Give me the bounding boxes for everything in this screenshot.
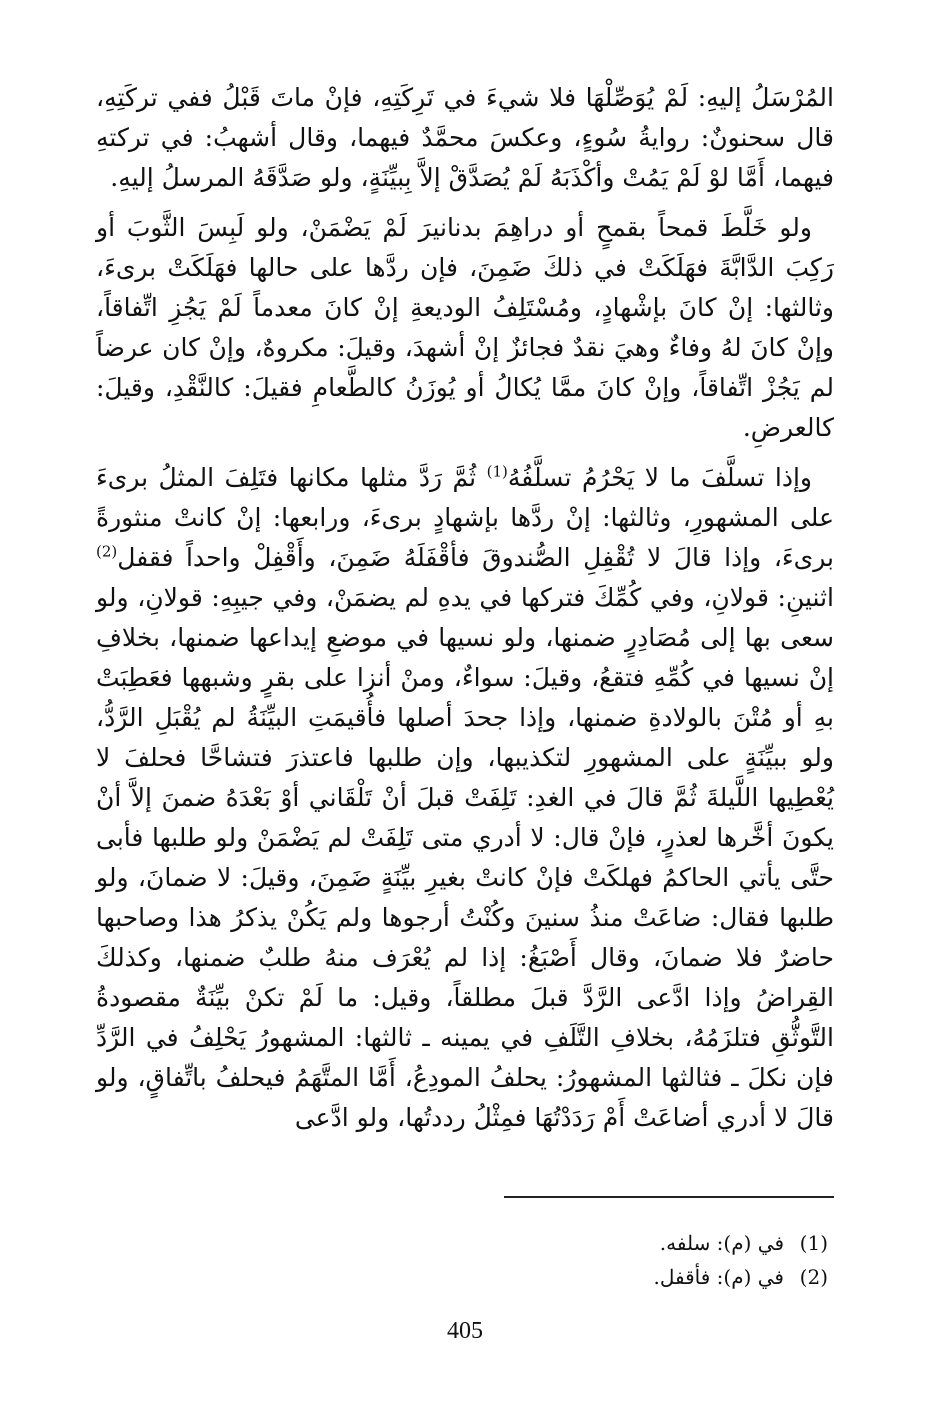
- paragraph: [96, 78, 834, 198]
- footnote-number: (2): [799, 1265, 828, 1289]
- footnote: [96, 1226, 834, 1260]
- paragraph-text: اثنينِ: قولانِ، وفي كُمِّكَ فتركها في يدهِ لم يضمَنْ، وفي جيبِهِ: قولانِ، ولو سعى بها إلى مُصَادِرٍ ضمنها، ولو نسيها في موضعِ إيداعها ضمنها، بخلافِ إنْ نسيها في كُمِّهِ فتقعُ، وقيلَ: سواءٌ، ومنْ أنزا على بقرٍ وشبهها فعَطِبَتْ بهِ أو مُتْنَ بالولادةِ ضمنها، وإذا جحدَ أصلها فأُقيمَتِ البيِّنَةُ لم يُقْبَلِ الرَّدُّ، ولو ببيِّنَةٍ على المشهورِ لتكذيبها، وإن طلبها فاعتذرَ فتشاحَّا فحلفَ لا يُعْطِيها اللَّيلةَ ثُمَّ قالَ في الغدِ: تَلِفَتْ قبلَ أنْ تَلْقَاني أوْ بَعْدَهُ ضمنَ إلاَّ أنْ يكونَ أخَّرها لعذرٍ، فإنْ قال: لا أدري متى تَلِفَتْ لم يَضْمَنْ ولو طلبها فأبى حتَّى يأتي الحاكمُ فهلكَتْ فإنْ كانتْ بغيرِ بيِّنَةٍ ضَمِنَ، وقيلَ: لا ضمانَ، ولو طلبها فقال: ضاعَتْ منذُ سنينَ وكُنْتُ أرجوها ولم يَكُنْ يذكرُ هذا وصاحبها حاضرٌ فلا ضمانَ، وقال أَصْبَغُ: إذا لم يُعْرَف منهُ طلبٌ ضمنها، وكذلكَ القِراضُ وإذا ادَّعى الرَّدَّ قبلَ مطلقاً، وقيل: ما لَمْ تكنْ بيِّنَةٌ مقصودةُ التَّوثُّقِ فتلزَمُهُ، بخلافِ التَّلَفِ في يمينه ـ ثالثها: المشهورُ يَحْلِفُ في الرَّدِّ فإن نكلَ ـ فثالثها المشهورُ: يحلفُ المودِعُ، أَمَّا المتَّهَمُ فيحلفُ باتِّفاقٍ، ولو قالَ لا أدري أضاعَتْ أَمْ رَدَدْتُهَا فمِثْلُ رددتُها، ولو ادَّعى: [96, 583, 834, 1132]
- paragraph-text: المُرْسَلُ إليهِ: لَمْ يُوَصِّلْهَا فلا شيءَ في تَرِكَتِهِ، فإنْ ماتَ قَبْلُ ففي تركَتِهِ، قال سحنونٌ: روايةُ سُوءٍ، وعكسَ محمَّدٌ فيهما، وقال أشهبُ: في تركتهِ فيهما، أَمَّا لوْ لَمْ يَمُتْ وأكْذَبَهُ لَمْ يُصَدَّقْ إلاَّ بِبيِّنَةٍ، ولو صَدَّقَهُ المرسلُ إليهِ.: [96, 83, 834, 192]
- footnote-separator: [504, 1196, 834, 1198]
- page-number: 405: [447, 1318, 483, 1344]
- paragraph-text: ثُمَّ رَدَّ مثلها مكانها فتَلِفَ المثلُ برىءَ على المشهورِ، وثالثها: إنْ ردَّها بإشهادٍ برىءَ، ورابعها: إنْ كانتْ منثورةً برىءَ، وإذا قالَ لا تُقْفِلِ الصُّندوقَ فأقْفَلَهُ ضَمِنَ، وأَقْفِلْ واحداً فقفل: [96, 463, 834, 572]
- paragraph-text: ولو خَلَّطَ قمحاً بقمحٍ أو دراهِمَ بدنانيرَ لَمْ يَضْمَنْ، ولو لَبِسَ الثَّوبَ أو رَكِبَ الدَّابَّةَ فهَلَكَتْ في ذلكَ ضَمِنَ، فإن ردَّها على حالها فهَلَكَتْ برىءَ، وثالثها: إنْ كانَ بإشْهادٍ، ومُسْتَلِفُ الوديعةِ إنْ كانَ معدماً لَمْ يَجُزِ اتِّفاقاً، وإنْ كانَ لهُ وفاءٌ وهيَ نقدٌ فجائزٌ إنْ أشهدَ، وقيلَ: مكروهٌ، وإنْ كان عرضاً لم يَجُزْ اتِّفاقاً، وإنْ كانَ ممَّا يُكالُ أو يُوزَنُ كالطَّعامِ فقيلَ: كالنَّقْدِ، وقيلَ: كالعرضِ.: [96, 213, 834, 442]
- footnote-reference: (2): [96, 542, 118, 561]
- footnote-text: في (م): فأقفل.: [653, 1265, 784, 1289]
- main-text: [96, 78, 834, 1138]
- footnote-reference: (1): [486, 462, 508, 481]
- paragraph-text: وإذا تسلَّفَ ما لا يَحْرُمُ تسلَّفُهُ: [507, 463, 813, 492]
- paragraph: [96, 458, 834, 1138]
- footnotes: [96, 1226, 834, 1294]
- footnote-number: (1): [799, 1231, 828, 1255]
- footnote-text: في (م): سلفه.: [659, 1231, 784, 1255]
- footnote: [96, 1260, 834, 1294]
- paragraph: [96, 208, 834, 448]
- book-page: [96, 78, 834, 1368]
